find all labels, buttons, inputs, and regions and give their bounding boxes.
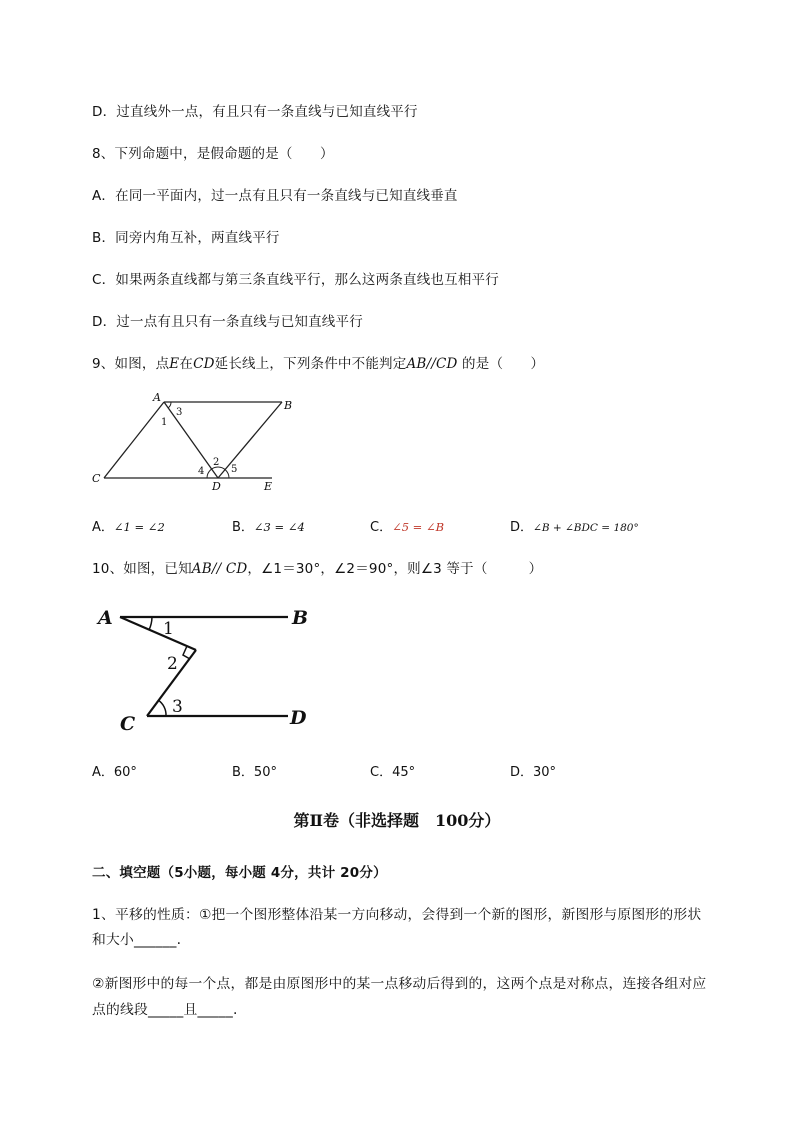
fill-q1-line3: ②新图形中的每一个点，都是由原图形中的某一点移动后得到的，这两个点是对称点，连接各组对应 [92, 976, 707, 992]
q10-segment-a-mid [120, 617, 196, 650]
q9-label-angle-3: 3 [176, 407, 183, 418]
q9-option-a-letter: A． [92, 520, 114, 535]
q10-label-d: D [290, 707, 307, 729]
q9-option-d-letter: D． [510, 520, 534, 535]
q9-label-angle-1: 1 [161, 417, 168, 428]
q9-stem-mid2: 延长线上，下列条件中不能判定 [214, 356, 407, 372]
q9-stem-mid1: 在 [179, 356, 194, 372]
q9-option-d[interactable] [510, 516, 639, 535]
q9-label-d: D [212, 480, 221, 493]
q8-option-a: A．在同一平面内，过一点有且只有一条直线与已知直线垂直 [92, 188, 458, 204]
part2-section-heading: 二、填空题（5小题，每小题 4分，共计 20分） [92, 865, 387, 881]
q10-option-b[interactable]: B．50° [232, 765, 277, 780]
q9-segment-ac [104, 402, 164, 478]
q9-option-a-expr: ∠1 = ∠2 [113, 520, 165, 534]
q9-angle-arc-a [168, 402, 171, 408]
q9-label-angle-2: 2 [213, 457, 220, 468]
fill-q1-line2: 和大小______. [92, 932, 182, 948]
q9-segment-ad [164, 402, 218, 478]
q10-angle-arc-3 [158, 700, 166, 716]
fill-q1-line4: 点的线段_____且_____. [92, 1002, 238, 1018]
q9-label-angle-5: 5 [231, 464, 238, 475]
q8-stem: 8、下列命题中，是假命题的是（ ） [92, 146, 334, 162]
q9-label-b: B [284, 399, 293, 412]
q9-label-e: E [264, 480, 273, 493]
q9-option-c-expr: ∠5 = ∠B [392, 520, 445, 534]
q10-label-b: B [292, 607, 309, 629]
q8-option-c: C．如果两条直线都与第三条直线平行，那么这两条直线也互相平行 [92, 272, 499, 288]
q7-option-d: D．过直线外一点，有且只有一条直线与已知直线平行 [92, 104, 418, 120]
q9-figure [88, 390, 293, 494]
q10-label-angle-1: 1 [163, 619, 174, 639]
q9-label-angle-4: 4 [198, 466, 205, 477]
q10-stem-prefix: 10、如图，已知 [92, 561, 192, 577]
q10-label-angle-2: 2 [167, 654, 178, 674]
q9-stem [92, 352, 544, 372]
q10-parallel: AB// CD [191, 561, 248, 577]
q8-option-d: D．过一点有且只有一条直线与已知直线平行 [92, 314, 363, 330]
q9-option-b[interactable] [232, 516, 305, 535]
q9-option-a[interactable] [92, 516, 165, 535]
q10-option-d[interactable]: D．30° [510, 765, 557, 780]
q9-option-b-expr: ∠3 = ∠4 [253, 520, 305, 534]
q8-option-b: B．同旁内角互补，两直线平行 [92, 230, 280, 246]
q9-option-c-letter: C． [370, 520, 393, 535]
q10-option-a[interactable]: A．60° [92, 765, 137, 780]
q9-option-c[interactable] [370, 516, 444, 535]
q10-angle-arc-1 [149, 617, 152, 630]
q9-parallel: AB//CD [406, 356, 458, 372]
part2-title: 第Ⅱ卷（非选择题 100分） [293, 811, 501, 830]
q9-segment-bd [218, 402, 282, 478]
q10-stem-suffix: ，∠1＝30°，∠2＝90°，则∠3 等于（ ） [247, 561, 543, 577]
q9-stem-prefix: 9、如图，点 [92, 356, 170, 372]
q9-label-a: A [153, 391, 161, 404]
q9-point-e: E [169, 356, 180, 372]
q10-label-a: A [98, 607, 113, 629]
q9-label-c: C [92, 472, 101, 485]
q9-stem-suffix: 的是（ ） [457, 356, 545, 372]
fill-q1-line1: 1、平移的性质：①把一个图形整体沿某一方向移动，会得到一个新的图形，新图形与原图形的形状 [92, 907, 702, 923]
q10-option-c[interactable]: C．45° [370, 765, 416, 780]
q10-figure [96, 600, 320, 740]
q9-option-b-letter: B． [232, 520, 254, 535]
q9-segment-cd: CD [193, 356, 215, 372]
q10-label-c: C [120, 713, 136, 735]
q10-stem [92, 557, 542, 577]
q9-option-d-expr: ∠B + ∠BDC = 180° [533, 522, 639, 534]
q10-label-angle-3: 3 [172, 697, 183, 717]
